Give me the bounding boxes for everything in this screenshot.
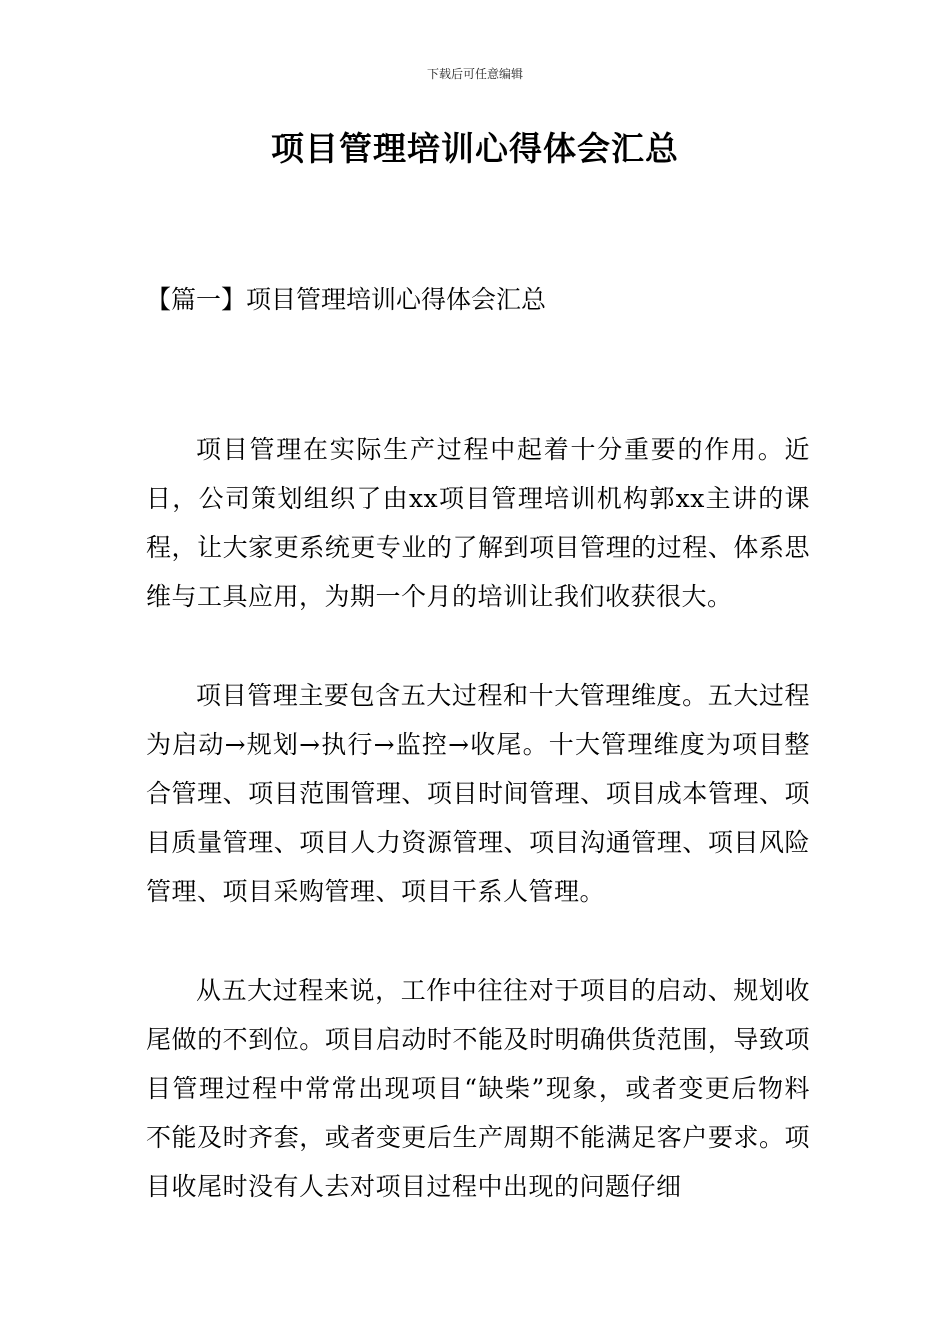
header-note: 下载后可任意编辑: [426, 67, 523, 81]
section-heading: 【篇一】项目管理培训心得体会汇总: [146, 285, 547, 314]
paragraph-3: 从五大过程来说，工作中往往对于项目的启动、规划收尾做的不到位。项目启动时不能及时明确供货范围，导致项目管理过程中常常出现项目“缺柴”现象，或者变更后物料不能及时齐套，或者变更后生产周期不能满足客户要求。项目收尾时没有人去对项目过程中出现的问题仔细: [146, 976, 810, 1201]
document-body: [146, 425, 810, 1261]
paragraph-2: 项目管理主要包含五大过程和十大管理维度。五大过程为启动→规划→执行→监控→收尾。十大管理维度为项目整合管理、项目范围管理、项目时间管理、项目成本管理、项目质量管理、项目人力资源管理、项目沟通管理、项目风险管理、项目采购管理、项目干系人管理。: [146, 681, 810, 906]
paragraph-1: 项目管理在实际生产过程中起着十分重要的作用。近日，公司策划组织了由xx项目管理培训机构郭xx主讲的课程，让大家更系统更专业的了解到项目管理的过程、体系思维与工具应用，为期一个月的培训让我们收获很大。: [146, 435, 810, 611]
document-title: 项目管理培训心得体会汇总: [271, 129, 679, 168]
